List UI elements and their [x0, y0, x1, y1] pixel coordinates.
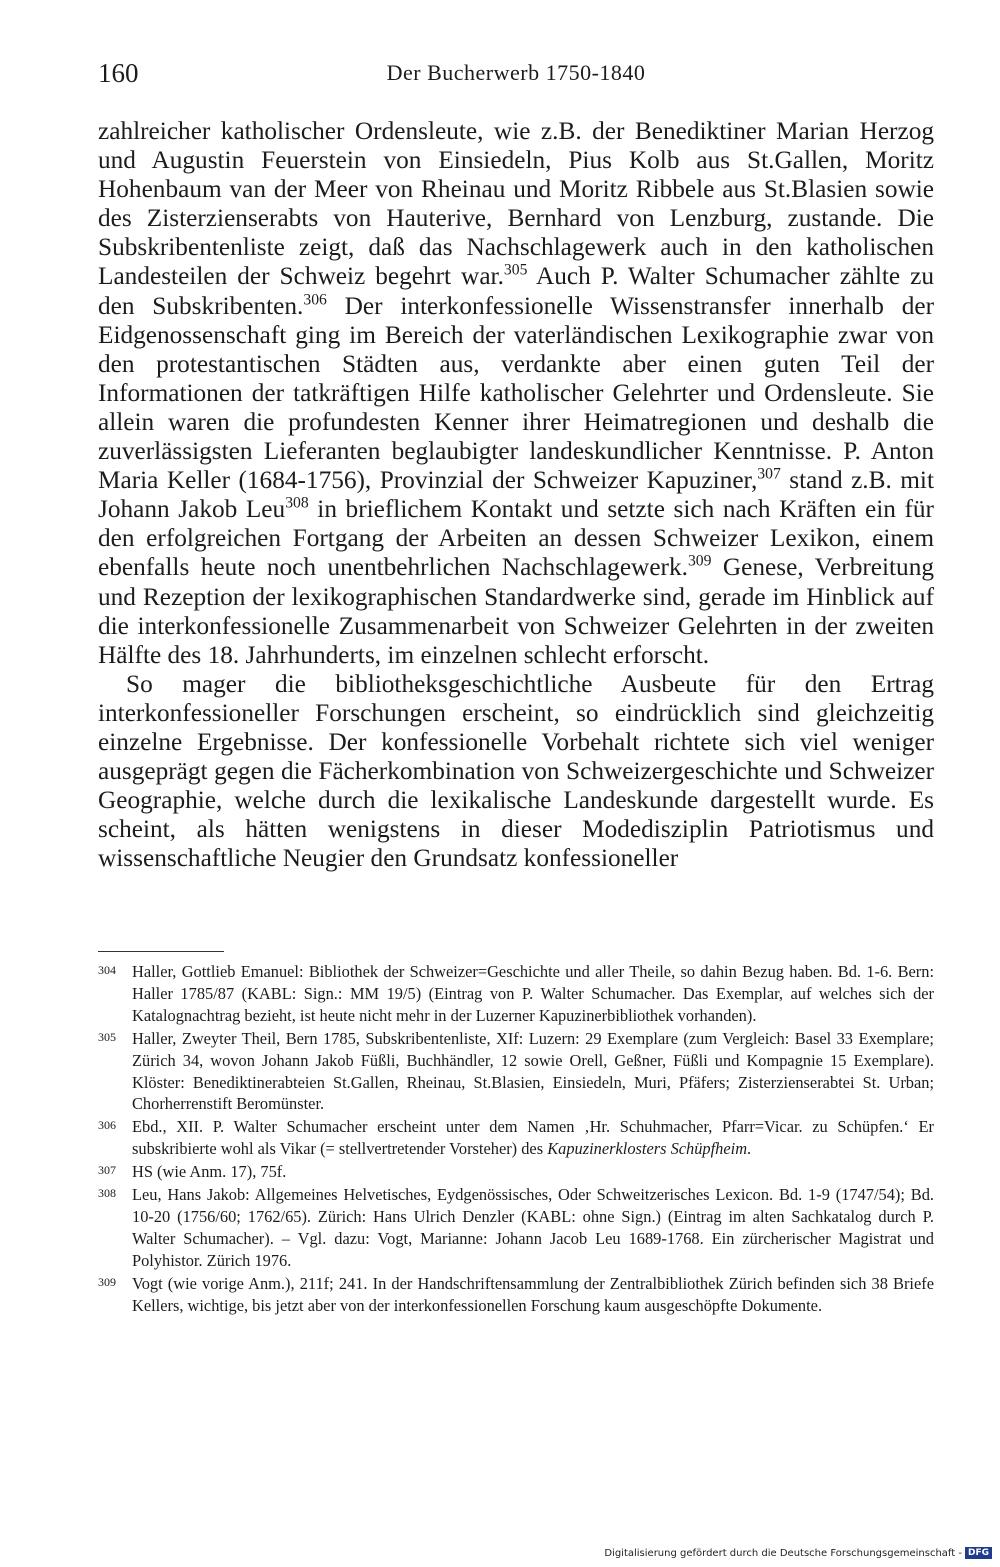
footnote-text	[132, 1116, 934, 1160]
running-title: Der Bucherwerb 1750-1840	[386, 60, 646, 85]
footnote-number: 308	[98, 1186, 116, 1201]
footnote-305	[98, 1028, 934, 1116]
footnote-ref-307: 307	[757, 465, 781, 483]
footnote-text: Leu, Hans Jakob: Allgemeines Helvetisches, Eydgenössisches, Oder Schweitzerisches Lexicon. Bd. 1-9 (1747/54); Bd. 10-20 (1756/60; 1762/65). Zürich: Hans Ulrich Denzler (KABL: ohne Sign.) (Eintrag im alten Sachkatalog durch P. Walter Schumacher). – Vgl. dazu: Vogt, Marianne: Johann Jacob Leu 1689-1768. Ein zürcherischer Magistrat und Polyhistor. Zürich 1976.	[132, 1185, 934, 1270]
footnote-number: 307	[98, 1163, 116, 1178]
text-run: Genese, Verbreitung und Rezeption der lexikographischen Standardwerke sind, gerade im Hinblick auf die interkonfessionelle Zusammenarbeit von Schweizer Gelehrten in der zweiten Hälfte des 18. Jahrhunderts, im einzelnen schlecht erforscht.	[98, 553, 934, 669]
footnote-number: 306	[98, 1118, 116, 1133]
footnote-text: Vogt (wie vorige Anm.), 211f; 241. In der Handschriftensammlung der Zentralbibliothek Zürich befinden sich 38 Briefe Kellers, wichtige, bis jetzt aber von der interkonfessionellen Forschung kaum ausgeschöpfte Dokumente.	[132, 1273, 934, 1315]
footnote-308	[98, 1184, 934, 1272]
page-number: 160	[98, 58, 139, 88]
text-run: .	[747, 1139, 752, 1159]
text-run: in brieflichem Kontakt und setzte sich nach Kräften ein für den erfolgreichen Fortgang der Arbeiten an dessen Schweizer Lexikon, einem ebenfalls heute noch unentbehrlichen Nachschlagewerk.	[98, 495, 934, 582]
footnote-307	[98, 1161, 934, 1183]
footnote-number: 305	[98, 1029, 116, 1044]
text-run: zahlreicher katholischer Ordensleute, wie z.B. der Benediktiner Marian Herzog und Augustin Feuerstein von Einsiedeln, Pius Kolb aus St.Gallen, Moritz Hohenbaum van der Meer von Rheinau und Moritz Ribbele aus St.Blasien sowie des Zisterzienserabts von Hauterive, Bernhard von Lenzburg, zustande. Die Subskribentenliste zeigt, daß das Nachschlagewerk auch in den katholischen Landesteilen der Schweiz begehrt war.	[98, 117, 934, 291]
footnote-ref-305: 305	[503, 262, 528, 280]
page-header	[98, 58, 934, 98]
footnotes	[98, 961, 934, 1318]
main-text	[98, 117, 934, 873]
paragraph-2: So mager die bibliotheksgeschichtliche Ausbeute für den Ertrag interkonfessioneller Forschungen erscheint, so eindrücklich sind gleichzeitig einzelne Ergebnisse. Der konfessionelle Vorbehalt richtete sich viel weniger ausgeprägt gegen die Fächerkombination von Schweizergeschichte und Schweizer Geographie, welche durch die lexikalische Landeskunde dargestellt wurde. Es scheint, als hätten wenigstens in dieser Modedisziplin Patriotismus und wissenschaftliche Neugier den Grundsatz konfessioneller	[98, 669, 934, 873]
footnote-304	[98, 961, 934, 1027]
text-run: Auch P. Walter Schumacher zählte zu den Subskribenten.	[98, 262, 934, 320]
footnote-number: 309	[98, 1274, 116, 1289]
footnote-ref-308: 308	[285, 494, 309, 512]
footnote-309	[98, 1273, 934, 1317]
footer-text: Digitalisierung gefördert durch die Deutsche Forschungsgemeinschaft -	[604, 1547, 962, 1559]
text-run: Ebd., XII. P. Walter Schumacher erscheint unter dem Namen ‚Hr. Schuhmacher, Pfarr=Vicar. zu Schüpfen.‘ Er subskribierte wohl als Vikar (= stellvertretender Vorsteher) des	[132, 1117, 934, 1159]
footnote-text: HS (wie Anm. 17), 75f.	[132, 1162, 287, 1182]
text-run: stand z.B. mit Johann Jakob Leu	[98, 466, 934, 524]
footnote-text: Haller, Zweyter Theil, Bern 1785, Subskribentenliste, XIf: Luzern: 29 Exemplare (zum Vergleich: Basel 33 Exemplare; Zürich 34, wovon Johann Jakob Füßli, Buchhändler, 12 sowie Orell, Geßner, Füßli und Kompagnie 15 Exemplare). Klöster: Benediktinerabteien St.Gallen, Rheinau, St.Blasien, Einsiedeln, Muri, Pfäfers; Zisterzienserabtei St. Urban; Chorherrenstift Beromünster.	[132, 1028, 934, 1114]
text-run: Der interkonfessionelle Wissenstransfer innerhalb der Eidgenossenschaft ging im Bereich der vaterländischen Lexikographie zwar von den protestantischen Städten aus, verdankte aber einen guten Teil der Informationen der tatkräftigen Hilfe katholischer Gelehrter und Ordensleute. Sie allein waren die profundesten Kenner ihrer Heimatregionen und deshalb die zuverlässigsten Lieferanten beglaubigter landeskundlicher Kenntnisse. P. Anton Maria Keller (1684-1756), Provinzial der Schweizer Kapuziner,	[98, 291, 934, 495]
digitization-footer	[604, 1547, 992, 1559]
footnote-ref-309: 309	[687, 552, 712, 570]
paragraph-1	[98, 117, 934, 670]
footnote-ref-306: 306	[303, 291, 327, 309]
italic-text: Kapuzinerklosters Schüpfheim	[547, 1139, 748, 1159]
footnote-text: Haller, Gottlieb Emanuel: Bibliothek der Schweizer=Geschichte und aller Theile, so dahin Bezug haben. Bd. 1-6. Bern: Haller 1785/87 (KABL: Sign.: MM 19/5) (Eintrag von P. Walter Schumacher. Das Exemplar, auf welches sich der Katalognachtrag bezieht, ist heute nicht mehr in der Luzerner Kapuzinerbibliothek vorhanden).	[132, 962, 934, 1025]
footnote-separator	[98, 951, 224, 952]
dfg-logo: DFG	[965, 1547, 992, 1559]
footnote-number: 304	[98, 963, 116, 977]
footnote-306	[98, 1116, 934, 1160]
